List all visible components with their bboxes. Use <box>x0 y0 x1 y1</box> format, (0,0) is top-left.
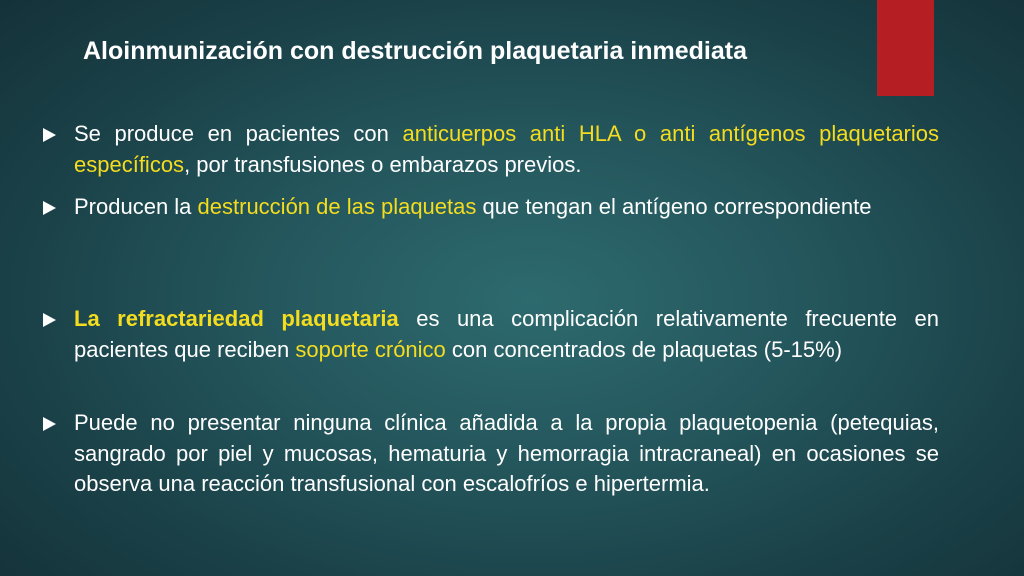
bullet-item <box>43 408 939 500</box>
bullet-text-highlight: anticuerpos anti HLA o anti antígenos plaquetarios específicos <box>74 121 940 177</box>
bullet-text-highlight-bold: La refractariedad plaquetaria <box>74 306 399 331</box>
bullet-text <box>74 304 939 365</box>
bullet-text-plain: que tengan el antígeno correspondiente <box>476 194 872 219</box>
slide-title: Aloinmunización con destrucción plaquetaria inmediata <box>83 37 748 65</box>
bullet-text-plain: con concentrados de plaquetas (5-15%) <box>445 336 843 362</box>
bullet-item <box>43 304 939 365</box>
triangle-right-icon <box>43 313 56 327</box>
bullet-item <box>43 192 939 223</box>
bullet-text-plain: Producen la <box>74 194 198 219</box>
bullet-text <box>74 192 939 223</box>
bullet-text-highlight: destrucción de las plaquetas <box>197 194 477 219</box>
triangle-right-icon <box>43 417 56 431</box>
triangle-right-icon <box>43 128 56 142</box>
bullet-text <box>74 119 939 180</box>
triangle-right-icon <box>43 201 56 215</box>
bullet-item <box>43 119 939 180</box>
bullet-text-highlight: soporte crónico <box>295 336 446 362</box>
bullet-text: Puede no presentar ninguna clínica añadida a la propia plaquetopenia (petequias, sangrado por piel y mucosas, hematuria y hemorragia intracraneal) en ocasiones se observa una reacción transfusional con escalofríos e hipertermia. <box>74 410 939 496</box>
bullet-text-plain: es una complicación relativamente frecuente en pacientes que reciben <box>74 306 939 362</box>
bullet-text-plain: Se produce en pacientes con <box>74 121 403 146</box>
bullet-text-plain: , por transfusiones o embarazos previos. <box>184 151 582 177</box>
